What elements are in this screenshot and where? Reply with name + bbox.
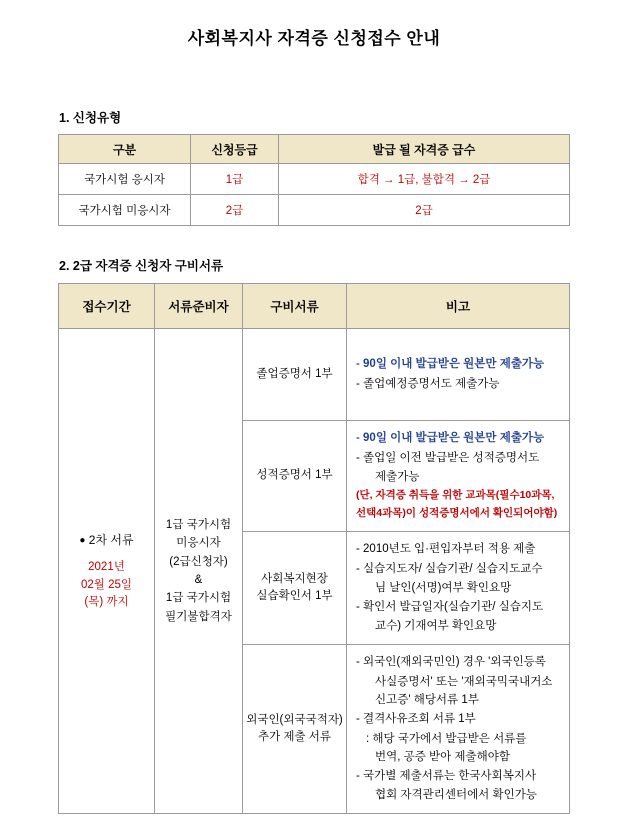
column-header-period: 접수기간 (59, 284, 155, 329)
cell-division: 국가시험 미응시자 (59, 195, 191, 226)
note-line: : 해당 국가에서 발급받은 서류를 (366, 732, 527, 745)
cell-note-foreigner (347, 645, 570, 814)
note-line: - 졸업일 이전 발급받은 성적증명서도 (356, 451, 540, 464)
table-row (59, 195, 570, 226)
required-documents-table (58, 283, 570, 814)
note-text: 발급받은 원본만 제출가능 (412, 357, 545, 370)
table-row (59, 329, 570, 421)
cell-note-transcript (347, 421, 570, 532)
note-line: 선택4과목)이 성적증명서에서 확인되어야함) (356, 506, 558, 519)
period-date-line-1: 2021년 (88, 561, 125, 574)
section-2-heading: 2. 2급 자격증 신청자 구비서류 (59, 259, 224, 273)
cell-document-graduation: 졸업증명서 1부 (243, 329, 347, 421)
cell-document-practicum (243, 531, 347, 644)
note-line: - 외국인(재외국민인) 경우 '외국인등록 (356, 656, 546, 668)
note-line: 번역, 공증 받아 제출해야함 (375, 751, 510, 764)
cell-grade: 1급 (191, 164, 279, 195)
note-line: - 확인서 발급일자(실습기관/ 실습지도 (356, 600, 544, 613)
note-line: - 90일 이내 발급받은 원본만 제출가능 (356, 432, 545, 444)
note-line: (단, 자격증 취득을 위한 교과목(필수10과목, (356, 488, 555, 501)
note-line: 협회 자격관리센터에서 확인가능 (375, 789, 537, 802)
table-header-row (59, 284, 570, 329)
note-line: 제출가능 (375, 471, 420, 484)
section-1-heading: 1. 신청유형 (59, 111, 122, 125)
note-line: - 90일 이내 발급받은 원본만 제출가능 (356, 357, 545, 370)
note-line: - 결격사유조회 서류 1부 (356, 712, 476, 725)
document-line-2: 추가 제출 서류 (257, 731, 332, 743)
column-header-result: 발급 될 자격증 급수 (279, 135, 570, 164)
cell-division: 국가시험 응시자 (59, 164, 191, 195)
note-line: 사실증명서' 또는 '재외국믹국내거소 (375, 675, 553, 688)
bullet-icon: ● (79, 534, 86, 546)
table-header-row (59, 135, 570, 164)
note-line: - 실습지도자/ 실습기관/ 실습지도교수 (356, 562, 543, 575)
column-header-notes: 비고 (347, 284, 570, 329)
document-line-1: 사회복지현장 (261, 572, 328, 585)
note-line: 신고증' 해당서류 1부 (375, 694, 479, 707)
note-line: - 국가별 제출서류는 한국사회복지사 (356, 769, 537, 782)
column-header-division: 구분 (59, 135, 191, 164)
note-line: - 졸업예정증명서도 제출가능 (356, 377, 500, 390)
note-line: 님 날인(서명)여부 확인요망 (375, 582, 512, 595)
cell-application-period (59, 329, 155, 814)
period-label: 2차 서류 (88, 532, 134, 547)
cell-document-preparer (155, 329, 243, 814)
column-header-preparer: 서류준비자 (155, 284, 243, 329)
preparer-line-4: & (194, 574, 203, 586)
column-header-documents: 구비서류 (243, 284, 347, 329)
preparer-line-3: (2급신청자) (169, 555, 228, 568)
document-page (0, 24, 628, 823)
cell-document-foreigner (243, 645, 347, 814)
note-text: 발급받은 원본만 제출가능 (412, 432, 545, 444)
column-header-grade: 신청등급 (191, 135, 279, 164)
application-type-table (58, 134, 570, 226)
cell-note-practicum (347, 531, 570, 644)
cell-result: 합격 → 1급, 불합격 → 2급 (279, 164, 570, 195)
period-date-line-2: 02월 25일 (81, 578, 132, 591)
preparer-line-2: 미응시자 (176, 537, 221, 550)
period-date-line-3: (목) 까지 (84, 595, 129, 608)
cell-result: 2급 (279, 195, 570, 226)
preparer-line-6: 필기불합격자 (165, 610, 232, 623)
note-highlight: 90일 이내 (363, 357, 413, 370)
document-line-2: 실습확인서 1부 (256, 589, 333, 602)
cell-document-transcript: 성적증명서 1부 (243, 421, 347, 532)
note-highlight: 90일 이내 (363, 432, 413, 444)
page-title: 사회복지사 자격증 신청접수 안내 (187, 29, 441, 48)
cell-note-graduation (347, 329, 570, 421)
preparer-line-5: 1급 국가시험 (165, 592, 232, 605)
cell-grade: 2급 (191, 195, 279, 226)
document-line-1: 외국인(외국국적자) (246, 713, 343, 726)
preparer-line-1: 1급 국가시험 (165, 518, 232, 531)
table-row (59, 164, 570, 195)
period-label-line (61, 531, 152, 550)
note-line: - 2010년도 입·편입자부터 적용 제출 (356, 542, 536, 555)
note-line: 교수) 기재여부 확인요망 (375, 620, 497, 633)
